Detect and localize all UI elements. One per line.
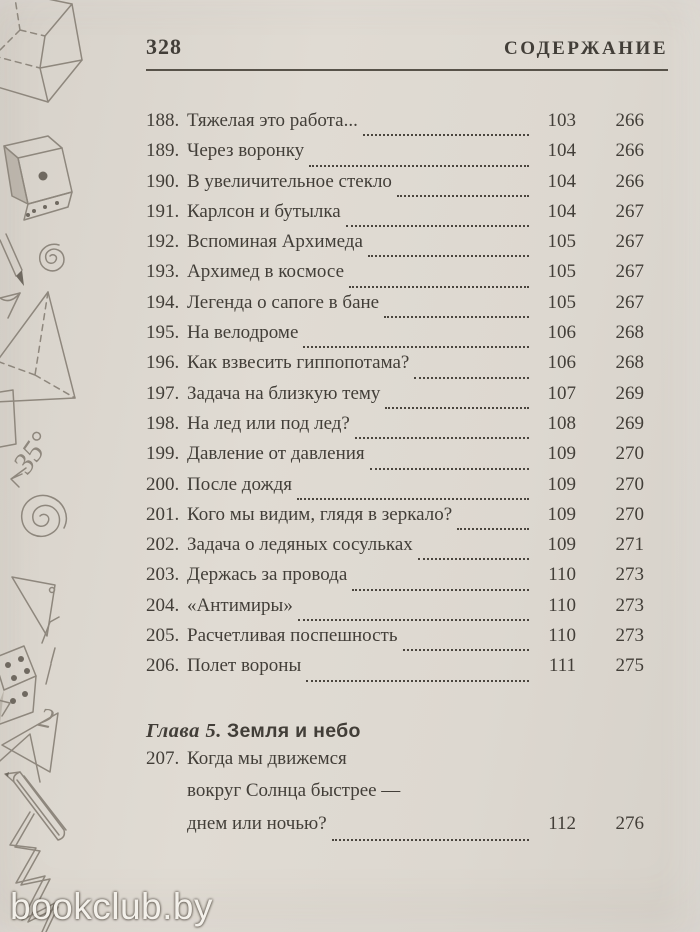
problem-page-number: 107: [547, 382, 576, 404]
watermark: bookclub.by: [10, 886, 213, 927]
entry-number: 191.: [146, 200, 180, 222]
leader-dots: [370, 468, 529, 470]
toc-entry: [146, 443, 668, 473]
spiral-small-icon: [40, 244, 64, 270]
entry-title: днем или ночью?: [187, 812, 327, 834]
answer-page-number: 270: [615, 443, 644, 465]
answer-page-number: 266: [615, 140, 644, 162]
leader-dots: [355, 437, 529, 439]
problem-page-number: 103: [547, 110, 576, 131]
toc-entry: [146, 413, 668, 443]
problem-page-number: 112: [548, 812, 576, 834]
entry-number: 189.: [146, 140, 180, 162]
entry-title: Держась за провода: [187, 564, 348, 586]
answer-page-number: 275: [615, 655, 644, 677]
answer-page-number: 269: [615, 382, 644, 404]
entry-number: 195.: [146, 322, 180, 344]
leader-dots: [414, 377, 529, 379]
leader-dots: [385, 407, 529, 409]
problem-page-number: 105: [547, 291, 576, 313]
answer-page-number: 268: [615, 322, 644, 344]
answer-page-number: 273: [615, 564, 644, 586]
pencil-small-icon: [0, 234, 24, 286]
entry-title: вокруг Солнца быстрее —: [187, 780, 401, 802]
entry-title: В увеличительное стекло: [187, 170, 392, 192]
problem-page-number: 108: [547, 412, 576, 434]
toc-entry: [146, 655, 668, 685]
answer-page-number: 268: [615, 352, 644, 374]
problem-page-number: 104: [547, 200, 576, 222]
entry-number: 200.: [146, 473, 180, 495]
problem-page-number: 106: [547, 352, 576, 374]
entry-title: Через воронку: [187, 140, 305, 162]
entry-line: [146, 813, 668, 846]
pencil-icon: [5, 772, 66, 840]
chapter-heading: [146, 716, 668, 746]
entry-title: Архимед в космосе: [187, 261, 345, 283]
answer-page-number: 267: [615, 261, 644, 283]
problem-page-number: 109: [547, 503, 576, 525]
problem-page-number: 111: [548, 655, 576, 677]
toc-entry: [146, 564, 668, 594]
answer-page-number: 266: [615, 170, 644, 192]
entry-title: Когда мы движемся: [187, 747, 347, 769]
triangle-icon: [12, 577, 55, 663]
leader-dots: [309, 165, 529, 167]
problem-page-number: 104: [547, 170, 576, 192]
entry-line: [146, 748, 668, 781]
entry-number: 206.: [146, 655, 180, 677]
problem-page-number: 109: [547, 443, 576, 465]
leader-dots: [297, 498, 529, 500]
entry-number: 194.: [146, 291, 180, 313]
entry-number: 202.: [146, 534, 180, 556]
chapter-number: Глава 5.: [146, 719, 222, 742]
entry-number: 204.: [146, 594, 180, 616]
entry-title: Тяжелая это работа...: [187, 110, 358, 131]
toc-entry: [146, 534, 668, 564]
entry-title: Легенда о сапоге в бане: [187, 291, 380, 313]
entry-number: 197.: [146, 382, 180, 404]
entry-title: На велодроме: [187, 322, 299, 344]
leader-dots: [384, 316, 529, 318]
leader-dots: [298, 619, 529, 621]
angle-35-icon: [6, 426, 58, 487]
answer-page-number: 273: [615, 625, 644, 647]
entry-title: Полет вороны: [187, 655, 302, 677]
toc-entry: [146, 231, 668, 261]
entry-title: После дождя: [187, 473, 293, 495]
entry-number: 207.: [146, 747, 180, 769]
toc-entry: [146, 322, 668, 352]
chapter-title: Земля и небо: [226, 719, 361, 742]
squiggle-2-icon: [36, 702, 56, 735]
leader-dots: [352, 589, 529, 591]
dice-2-icon: [0, 646, 36, 724]
answer-page-number: 270: [615, 473, 644, 495]
toc-entry: [146, 110, 668, 140]
problem-page-number: 105: [547, 231, 576, 253]
angle-label: 35°: [6, 425, 58, 480]
entry-number: 201.: [146, 503, 180, 525]
page-number: 328: [146, 34, 182, 59]
entry-title: Задача о ледяных сосульках: [187, 534, 413, 556]
answer-page-number: 270: [615, 503, 644, 525]
entry-number: 198.: [146, 412, 180, 434]
leader-dots: [306, 680, 529, 682]
page-content: [146, 34, 668, 845]
entry-title: Вспоминая Архимеда: [187, 231, 363, 253]
entry-number: 203.: [146, 564, 180, 586]
toc-entry: [146, 261, 668, 291]
answer-page-number: 271: [615, 534, 644, 556]
leader-dots: [418, 558, 529, 560]
dice-icon: [4, 136, 72, 220]
toc-entry: [146, 383, 668, 413]
toc-entry: [146, 595, 668, 625]
rectangle-partial-icon: [0, 390, 16, 447]
entry-title: На лед или под лед?: [187, 412, 350, 434]
tetrahedron-icon: [0, 292, 75, 402]
entry-title: Кого мы видим, глядя в зеркало?: [187, 503, 453, 525]
table-of-contents: [146, 110, 668, 686]
entry-title: Расчетливая поспешность: [187, 625, 398, 647]
answer-page-number: 276: [615, 812, 644, 834]
answer-page-number: 267: [615, 291, 644, 313]
toc-entry: [146, 474, 668, 504]
entry-number: 193.: [146, 261, 180, 283]
page-header: [146, 34, 668, 71]
leader-dots: [303, 346, 529, 348]
problem-page-number: 106: [547, 322, 576, 344]
entry-title: Как взвесить гиппопотама?: [187, 352, 410, 374]
problem-page-number: 104: [547, 140, 576, 162]
squiggle-label: 2: [36, 702, 57, 736]
entry-number: 188.: [146, 110, 180, 131]
entry-title: «Антимиры»: [187, 594, 293, 616]
toc-entry: [146, 625, 668, 655]
problem-page-number: 105: [547, 261, 576, 283]
entry-number: 192.: [146, 231, 180, 253]
toc-entry: [146, 171, 668, 201]
toc-entry: [146, 352, 668, 382]
entry-title: Задача на близкую тему: [187, 382, 381, 404]
leader-dots: [368, 255, 529, 257]
problem-page-number: 109: [547, 473, 576, 495]
leader-dots: [403, 649, 529, 651]
entry-line: [146, 780, 668, 813]
problem-page-number: 110: [548, 625, 576, 647]
entry-title: Давление от давления: [187, 443, 365, 465]
answer-page-number: 267: [615, 200, 644, 222]
leader-dots: [346, 225, 529, 227]
page-title: СОДЕРЖАНИЕ: [504, 38, 668, 59]
problem-page-number: 110: [548, 564, 576, 586]
spiral-large-icon: [22, 495, 67, 536]
toc-entry: [146, 292, 668, 322]
toc-entry: [146, 504, 668, 534]
margin-doodles: [0, 0, 145, 932]
answer-page-number: 267: [615, 231, 644, 253]
entry-title: Карлсон и бутылка: [187, 200, 341, 222]
leader-dots: [332, 839, 529, 841]
answer-page-number: 266: [615, 110, 644, 131]
leader-dots: [363, 134, 529, 136]
leader-dots: [457, 528, 529, 530]
leader-dots: [349, 286, 529, 288]
problem-page-number: 110: [548, 594, 576, 616]
entry-number: 196.: [146, 352, 180, 374]
entry-number: 199.: [146, 443, 180, 465]
toc-entry: [146, 201, 668, 231]
checkmark-icon: [42, 617, 59, 684]
entry-number: 205.: [146, 625, 180, 647]
entry-number: 190.: [146, 170, 180, 192]
answer-page-number: 273: [615, 594, 644, 616]
leader-dots: [397, 195, 529, 197]
problem-page-number: 109: [547, 534, 576, 556]
answer-page-number: 269: [615, 412, 644, 434]
cone-icon: [0, 293, 20, 318]
toc-entry-multiline: [146, 748, 668, 846]
toc-entry: [146, 140, 668, 170]
dodecahedron-icon: [0, 0, 82, 102]
